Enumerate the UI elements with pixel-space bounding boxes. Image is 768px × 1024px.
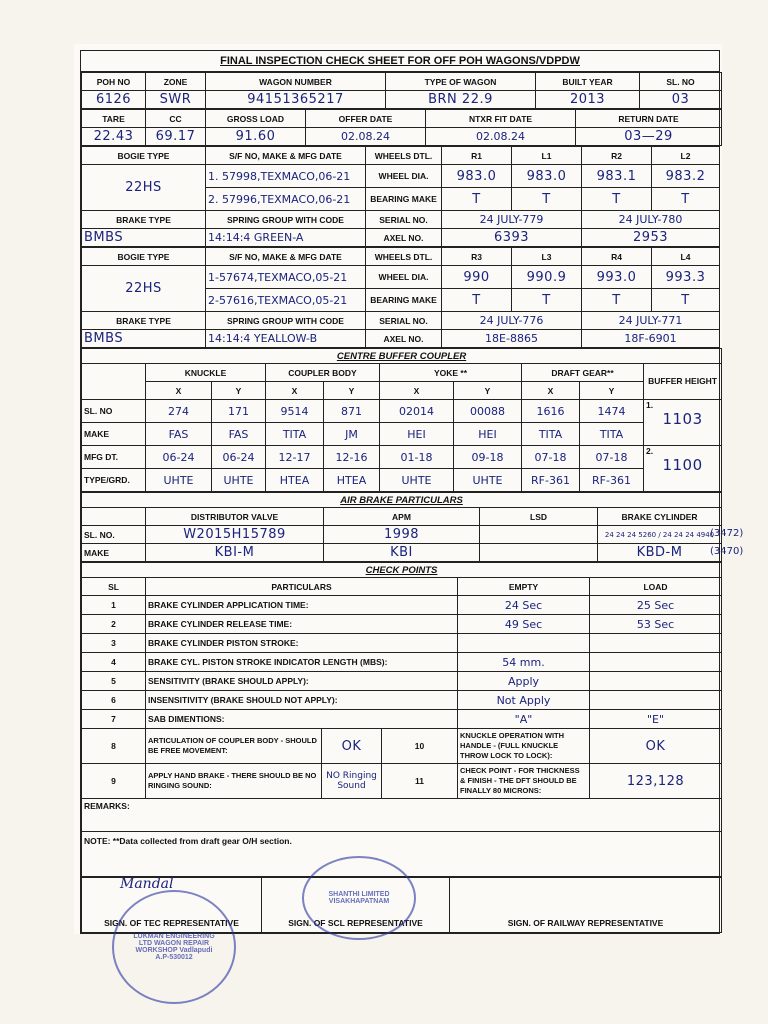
check-row-load	[590, 653, 722, 672]
check-row-9-text: APPLY HAND BRAKE - THERE SHOULD BE NO RINGING SOUND:	[146, 764, 322, 799]
header-table	[81, 72, 722, 109]
cbc-cell: 1474	[580, 400, 644, 423]
bogie-type-label-2: BOGIE TYPE	[82, 248, 206, 266]
brake-type-label-2: BRAKE TYPE	[82, 312, 206, 330]
bc-sl-value: 24 24 24 5260 / 24 24 24 4940	[598, 526, 722, 544]
check-row-empty: 49 Sec	[458, 615, 590, 634]
dv-make-value: KBI-M	[146, 544, 324, 562]
wheel-col-r1: R1	[442, 147, 512, 165]
sign-scl: SIGN. OF SCL REPRESENTATIVE	[262, 878, 450, 933]
wheel-dia-l3: 990.9	[512, 266, 582, 289]
bogie-2-sf-2: 2-57616,TEXMACO,05-21	[206, 289, 366, 312]
check-row-text: BRAKE CYLINDER APPLICATION TIME:	[146, 596, 458, 615]
check-row	[82, 653, 722, 672]
cbc-section-title: CENTRE BUFFER COUPLER	[82, 349, 722, 364]
check-rows	[82, 596, 722, 729]
check-row	[82, 691, 722, 710]
wagon-number-label: WAGON NUMBER	[206, 73, 386, 91]
wheels-dtl-label-2: WHEELS DTL.	[366, 248, 442, 266]
serial-no-label: SERIAL NO.	[366, 211, 442, 229]
wheel-col-r2: R2	[582, 147, 652, 165]
bogie-2-sf-1: 1-57674,TEXMACO,05-21	[206, 266, 366, 289]
check-row-empty	[458, 634, 590, 653]
bc-make-value: KBD-M	[598, 544, 722, 562]
workshop-stamp-text: LUKMAN ENGINEERING LTD WAGON REPAIR WORKSHOP Vadlapudi A.P-530012	[133, 933, 215, 961]
cc-label: CC	[146, 110, 206, 128]
gross-load-label: GROSS LOAD	[206, 110, 306, 128]
check-row	[82, 710, 722, 729]
bc-side-note-1: (3472)	[710, 528, 744, 539]
zone-value: SWR	[146, 91, 206, 109]
check-row-11-text: CHECK POINT - FOR THICKNESS & FINISH - THE DFT SHOULD BE FINALLY 80 MICRONS:	[458, 764, 590, 799]
check-row-9-sl: 9	[82, 764, 146, 799]
check-row-load	[590, 691, 722, 710]
bogie-2-axel-1: 18E-8865	[442, 330, 582, 348]
check-row-sl: 3	[82, 634, 146, 653]
check-row-11-sl: 11	[382, 764, 458, 799]
cbc-cell: HEI	[380, 423, 454, 446]
bearing-make-label: BEARING MAKE	[366, 188, 442, 211]
poh-no-value: 6126	[82, 91, 146, 109]
lsd-label: LSD	[480, 508, 598, 526]
lsd-sl-value	[480, 526, 598, 544]
wheel-dia-l4: 993.3	[652, 266, 720, 289]
ntxr-fit-date-value: 02.08.24	[426, 128, 576, 146]
cbc-cell: 07-18	[522, 446, 580, 469]
tare-value: 22.43	[82, 128, 146, 146]
wheel-dia-l2: 983.2	[652, 165, 720, 188]
sf-no-label: S/F NO, MAKE & MFG DATE	[206, 147, 366, 165]
check-row	[82, 672, 722, 691]
cbc-cell: 274	[146, 400, 212, 423]
cbc-row-label: MFG DT.	[82, 446, 146, 469]
wheel-dia-label-2: WHEEL DIA.	[366, 266, 442, 289]
apm-label: APM	[324, 508, 480, 526]
check-row-10-text: KNUCKLE OPERATION WITH HANDLE - (FULL KNUCKLE THROW LOCK TO LOCK):	[458, 729, 590, 764]
cbc-cell: HEI	[454, 423, 522, 446]
bogie-1-table	[81, 146, 720, 247]
return-date-value: 03—29	[576, 128, 722, 146]
draft-x: X	[522, 382, 580, 400]
check-row-sl: 2	[82, 615, 146, 634]
cbc-cell: HTEA	[324, 469, 380, 492]
cbc-cell: 06-24	[212, 446, 266, 469]
check-row-10-value: OK	[590, 729, 722, 764]
check-row-load	[590, 634, 722, 653]
check-row	[82, 634, 722, 653]
yoke-label: YOKE **	[380, 364, 522, 382]
check-row-8-sl: 8	[82, 729, 146, 764]
wheel-col-l3: L3	[512, 248, 582, 266]
check-row-sl: 7	[82, 710, 146, 729]
cbc-cell: 07-18	[580, 446, 644, 469]
scl-stamp	[302, 856, 416, 940]
bogie-1-serial-2: 24 JULY-780	[582, 211, 720, 229]
cbc-cell: 06-24	[146, 446, 212, 469]
coupler-x: X	[266, 382, 324, 400]
check-row-empty: 54 mm.	[458, 653, 590, 672]
buffer-height-index: 2.	[646, 446, 654, 456]
check-row-sl: 5	[82, 672, 146, 691]
wheel-dia-r2: 983.1	[582, 165, 652, 188]
bearing-r1: T	[442, 188, 512, 211]
offer-date-label: OFFER DATE	[306, 110, 426, 128]
cbc-cell: 1616	[522, 400, 580, 423]
tec-signature: Mandal	[120, 876, 174, 892]
cbc-rows	[82, 400, 722, 492]
bearing-l4: T	[652, 289, 720, 312]
cbc-cell: FAS	[212, 423, 266, 446]
sl-no-label: SL. NO	[640, 73, 722, 91]
check-row-load: 25 Sec	[590, 596, 722, 615]
cbc-cell: TITA	[580, 423, 644, 446]
check-points-section-title: CHECK POINTS	[82, 563, 722, 578]
check-row	[82, 615, 722, 634]
check-row-text: BRAKE CYLINDER PISTON STROKE:	[146, 634, 458, 653]
bearing-r4: T	[582, 289, 652, 312]
check-points-table	[81, 562, 722, 877]
brake-cylinder-label: BRAKE CYLINDER	[598, 508, 722, 526]
cbc-cell: 12-16	[324, 446, 380, 469]
check-row-text: BRAKE CYL. PISTON STROKE INDICATOR LENGTH (MBS):	[146, 653, 458, 672]
coupler-body-label: COUPLER BODY	[266, 364, 380, 382]
sign-railway: SIGN. OF RAILWAY REPRESENTATIVE	[450, 878, 722, 933]
check-row-11-value: 123,128	[590, 764, 722, 799]
knuckle-y: Y	[212, 382, 266, 400]
check-row-sl: 4	[82, 653, 146, 672]
cbc-cell: 09-18	[454, 446, 522, 469]
check-row-sl: 6	[82, 691, 146, 710]
cbc-table	[81, 348, 722, 492]
cc-value: 69.17	[146, 128, 206, 146]
cbc-cell: RF-361	[580, 469, 644, 492]
check-row-10-sl: 10	[382, 729, 458, 764]
check-row-load: "E"	[590, 710, 722, 729]
coupler-y: Y	[324, 382, 380, 400]
bogie-1-axel-2: 2953	[582, 229, 720, 247]
dv-sl-value: W2015H15789	[146, 526, 324, 544]
wheel-col-l4: L4	[652, 248, 720, 266]
gross-load-value: 91.60	[206, 128, 306, 146]
bogie-2-table	[81, 247, 720, 348]
bearing-l1: T	[512, 188, 582, 211]
cbc-cell: FAS	[146, 423, 212, 446]
yoke-x: X	[380, 382, 454, 400]
poh-no-label: POH NO	[82, 73, 146, 91]
bearing-r3: T	[442, 289, 512, 312]
offer-date-value: 02.08.24	[306, 128, 426, 146]
air-blank	[82, 508, 146, 526]
check-row	[82, 596, 722, 615]
spring-group-label: SPRING GROUP WITH CODE	[206, 211, 366, 229]
knuckle-x: X	[146, 382, 212, 400]
cbc-cell: HTEA	[266, 469, 324, 492]
remarks-label: REMARKS:	[82, 799, 722, 832]
bogie-1-type-value: 22HS	[82, 165, 206, 211]
air-brake-section-title: AIR BRAKE PARTICULARS	[82, 493, 722, 508]
air-brake-table	[81, 492, 722, 562]
wheels-dtl-label: WHEELS DTL.	[366, 147, 442, 165]
bearing-l2: T	[652, 188, 720, 211]
check-row-text: SAB DIMENTIONS:	[146, 710, 458, 729]
tare-label: TARE	[82, 110, 146, 128]
buffer-height-index: 1.	[646, 400, 654, 410]
axel-no-label: AXEL NO.	[366, 229, 442, 247]
check-row-empty: "A"	[458, 710, 590, 729]
wheel-col-r4: R4	[582, 248, 652, 266]
cbc-cell: RF-361	[522, 469, 580, 492]
check-row-load	[590, 672, 722, 691]
wagon-number-value: 94151365217	[206, 91, 386, 109]
zone-label: ZONE	[146, 73, 206, 91]
serial-no-label-2: SERIAL NO.	[366, 312, 442, 330]
cbc-row-label: SL. NO	[82, 400, 146, 423]
cbc-cell: 02014	[380, 400, 454, 423]
bogie-1-sf-2: 2. 57996,TEXMACO,06-21	[206, 188, 366, 211]
wheel-dia-l1: 983.0	[512, 165, 582, 188]
draft-gear-label: DRAFT GEAR**	[522, 364, 644, 382]
cbc-cell: UHTE	[454, 469, 522, 492]
bc-side-note-2: (3470)	[710, 546, 744, 557]
check-row-empty: Apply	[458, 672, 590, 691]
cbc-cell: UHTE	[380, 469, 454, 492]
air-sl-label: SL. NO.	[82, 526, 146, 544]
check-row-text: INSENSITIVITY (BRAKE SHOULD NOT APPLY):	[146, 691, 458, 710]
return-date-label: RETURN DATE	[576, 110, 722, 128]
buffer-height-2	[644, 446, 722, 492]
cbc-cell: 171	[212, 400, 266, 423]
wheel-col-l2: L2	[652, 147, 720, 165]
check-row-9-value: NO Ringing Sound	[322, 764, 382, 799]
bearing-l3: T	[512, 289, 582, 312]
cbc-cell: 01-18	[380, 446, 454, 469]
bogie-1-brake-type: BMBS	[82, 229, 206, 247]
cbc-blank	[82, 364, 146, 400]
sheet-title: FINAL INSPECTION CHECK SHEET FOR OFF POH WAGONS/VDPDW	[81, 51, 719, 72]
bogie-1-serial-1: 24 JULY-779	[442, 211, 582, 229]
check-row-empty: 24 Sec	[458, 596, 590, 615]
bearing-make-label-2: BEARING MAKE	[366, 289, 442, 312]
cbc-row	[82, 400, 722, 423]
buffer-height-value: 1103	[662, 410, 703, 428]
check-row-sl: 1	[82, 596, 146, 615]
ntxr-fit-date-label: NTXR FIT DATE	[426, 110, 576, 128]
spring-group-label-2: SPRING GROUP WITH CODE	[206, 312, 366, 330]
cbc-cell: TITA	[266, 423, 324, 446]
cbc-cell: JM	[324, 423, 380, 446]
axel-no-label-2: AXEL NO.	[366, 330, 442, 348]
bogie-1-axel-1: 6393	[442, 229, 582, 247]
scl-stamp-text: SHANTHI LIMITED VISAKHAPATNAM	[328, 891, 390, 905]
load-label: LOAD	[590, 578, 722, 596]
bogie-2-axel-2: 18F-6901	[582, 330, 720, 348]
cbc-row	[82, 446, 722, 469]
check-row-text: BRAKE CYLINDER RELEASE TIME:	[146, 615, 458, 634]
bogie-1-sf-1: 1. 57998,TEXMACO,06-21	[206, 165, 366, 188]
cbc-cell: 00088	[454, 400, 522, 423]
cbc-row-label: MAKE	[82, 423, 146, 446]
wheel-col-l1: L1	[512, 147, 582, 165]
brake-type-label: BRAKE TYPE	[82, 211, 206, 229]
check-row-empty: Not Apply	[458, 691, 590, 710]
knuckle-label: KNUCKLE	[146, 364, 266, 382]
built-year-label: BUILT YEAR	[536, 73, 640, 91]
check-row-text: SENSITIVITY (BRAKE SHOULD APPLY):	[146, 672, 458, 691]
cbc-cell: 9514	[266, 400, 324, 423]
built-year-value: 2013	[536, 91, 640, 109]
sign-tec: SIGN. OF TEC REPRESENTATIVE	[82, 878, 262, 933]
particulars-label: PARTICULARS	[146, 578, 458, 596]
distributor-valve-label: DISTRIBUTOR VALVE	[146, 508, 324, 526]
wheel-dia-r1: 983.0	[442, 165, 512, 188]
bogie-2-brake-type: BMBS	[82, 330, 206, 348]
bogie-2-spring: 14:14:4 YEALLOW-B	[206, 330, 366, 348]
buffer-height-1	[644, 400, 722, 446]
wheel-dia-label: WHEEL DIA.	[366, 165, 442, 188]
yoke-y: Y	[454, 382, 522, 400]
bogie-1-spring: 14:14:4 GREEN-A	[206, 229, 366, 247]
check-sl-label: SL	[82, 578, 146, 596]
buffer-height-value: 1100	[662, 456, 703, 474]
cbc-row	[82, 469, 722, 492]
draft-y: Y	[580, 382, 644, 400]
bearing-r2: T	[582, 188, 652, 211]
apm-sl-value: 1998	[324, 526, 480, 544]
cbc-cell: UHTE	[212, 469, 266, 492]
sf-no-label-2: S/F NO, MAKE & MFG DATE	[206, 248, 366, 266]
buffer-height-label: BUFFER HEIGHT	[644, 364, 722, 400]
cbc-row	[82, 423, 722, 446]
wheel-dia-r3: 990	[442, 266, 512, 289]
workshop-stamp	[112, 890, 236, 1004]
inspection-sheet	[80, 50, 720, 934]
sl-no-value: 03	[640, 91, 722, 109]
check-row-load: 53 Sec	[590, 615, 722, 634]
bogie-2-type-value: 22HS	[82, 266, 206, 312]
type-of-wagon-label: TYPE OF WAGON	[386, 73, 536, 91]
cbc-cell: 12-17	[266, 446, 324, 469]
cbc-cell: UHTE	[146, 469, 212, 492]
lsd-make-value	[480, 544, 598, 562]
check-row-8-value: OK	[322, 729, 382, 764]
bogie-2-serial-1: 24 JULY-776	[442, 312, 582, 330]
empty-label: EMPTY	[458, 578, 590, 596]
bogie-type-label: BOGIE TYPE	[82, 147, 206, 165]
wheel-dia-r4: 993.0	[582, 266, 652, 289]
apm-make-value: KBI	[324, 544, 480, 562]
header-table-2	[81, 109, 722, 146]
note-text: NOTE: **Data collected from draft gear O/H section.	[82, 832, 722, 877]
check-row-8-text: ARTICULATION OF COUPLER BODY - SHOULD BE FREE MOVEMENT:	[146, 729, 322, 764]
bogie-2-serial-2: 24 JULY-771	[582, 312, 720, 330]
air-make-label: MAKE	[82, 544, 146, 562]
cbc-cell: 871	[324, 400, 380, 423]
type-of-wagon-value: BRN 22.9	[386, 91, 536, 109]
cbc-cell: TITA	[522, 423, 580, 446]
cbc-row-label: TYPE/GRD.	[82, 469, 146, 492]
wheel-col-r3: R3	[442, 248, 512, 266]
